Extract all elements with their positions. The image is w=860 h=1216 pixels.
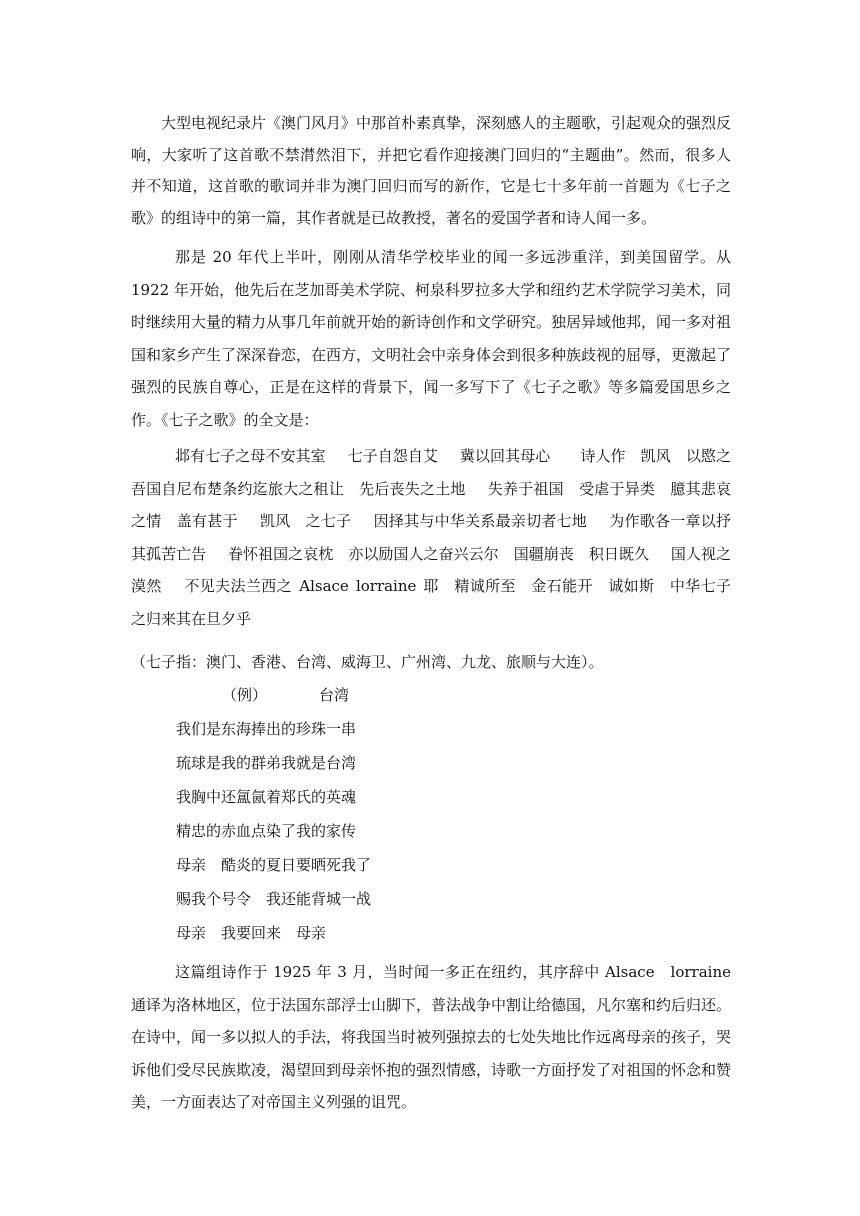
seven-sons-note: （七子指：澳门、香港、台湾、威海卫、广州湾、九龙、旅顺与大连）。 [131,653,604,671]
intro-paragraph: 大型电视纪录片《澳门风月》中那首朴素真挚，深刻感人的主题歌，引起观众的强烈反响，大家听了这首歌不禁潸然泪下，并把它看作迎接澳门回归的“主题曲”。然而，很多人并不知道，这首歌的歌词并非为澳门回归而写的新作，它是七十多年前一首题为《七子之歌》的组诗中的第一篇，其作者就是已故教授，著名的爱国学者和诗人闻一多。 [131,114,732,227]
poem-line: 琉球是我的群弟我就是台湾 [176,754,357,772]
poem-preface: 邶有七子之母不安其室 七子自怨自艾 冀以回其母心 诗人作 凯风 以愍之 吾国自尼布楚条约迄旅大之租让 先后丧失之土地 失养于祖国 受虐于异类 臆其悲哀之情 盖有甚于 凯风 之七子 因择其与中华关系最亲切者七地 为作歌各一章以抒其孤苦亡告 眷怀祖国之哀枕 亦以励国人之奋兴云尔 国疆崩丧 积日既久 国人视之漠然 不见夫法兰西之 Alsace lorraine 耶 精诚所至 金石能开 诚如斯 中华七子 之归来其在旦夕乎 [131,447,747,628]
analysis-paragraph: 这篇组诗作于 1925 年 3 月，当时闻一多正在纽约，其序辞中 Alsace lorraine 通译为洛林地区，位于法国东部浮士山脚下，普法战争中割让给德国，凡尔塞和约后归还。在诗中，闻一多以拟人的手法，将我国当时被列强掠去的七处失地比作远离母亲的孩子，哭诉他们受尽民族欺凌，渴望回到母亲怀抱的强烈情感，诗歌一方面抒发了对祖国的怀念和赞美，一方面表达了对帝国主义列强的诅咒。 [131,963,732,1112]
poem-line: 精忠的赤血点染了我的家传 [176,822,357,840]
poem-line: 我们是东海捧出的珍珠一串 [176,720,357,738]
poem-line: 母亲 酷炎的夏日要晒死我了 [176,856,372,874]
poem-line: 我胸中还氲氤着郑氏的英魂 [176,788,357,806]
poem-line: 母亲 我要回来 母亲 [176,924,327,942]
poem-example-label: （例） [222,686,268,704]
poem-line: 赐我个号令 我还能背城一战 [176,890,372,908]
background-paragraph: 那是 20 年代上半叶，刚刚从清华学校毕业的闻一多远涉重洋，到美国留学。从 1922 年开始，他先后在芝加哥美术学院、柯泉科罗拉多大学和纽约艺术学院学习美术，同时继续用大量的精力从事几年前就开始的新诗创作和文学研究。独居异域他邦，闻一多对祖国和家乡产生了深深眷恋，在西方，文明社会中亲身体会到很多种族歧视的屈辱，更激起了强烈的民族自尊心，正是在这样的背景下，闻一多写下了《七子之歌》等多篇爱国思乡之作。《七子之歌》的全文是： [131,248,732,429]
poem-title: 台湾 [319,686,350,704]
